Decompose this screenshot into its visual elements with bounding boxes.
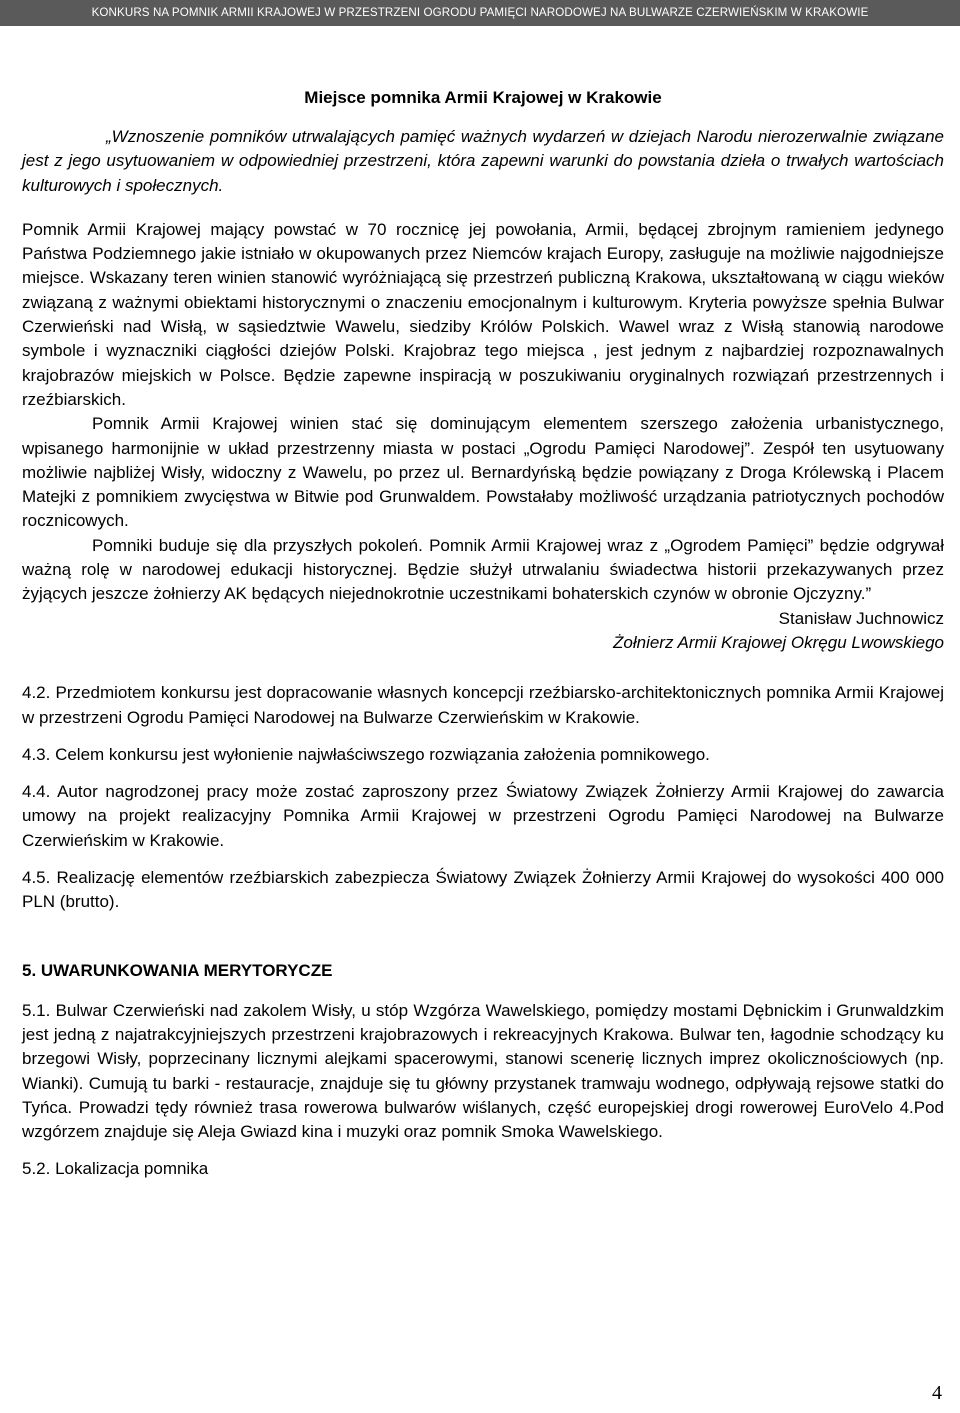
quote-author: Stanisław Juchnowicz <box>778 608 944 628</box>
page-title: Miejsce pomnika Armii Krajowej w Krakowie <box>304 88 662 107</box>
section-5-2: 5.2. Lokalizacja pomnika <box>22 1159 209 1179</box>
quote-block <box>22 125 944 655</box>
section-5-1: 5.1. Bulwar Czerwieński nad zakolem Wisły, u stóp Wzgórza Wawelskiego, pomiędzy mostami Dębnickim i Grunwaldzkim jest jedną z najatrakcyjniejszych przestrzeni krajobrazowych i rekreacyjnych Krakowa. Bulwar ten, łagodnie schodzący ku brzegowi Wisły, poprzecinany licznymi alejkami spacerowymi, stanowi scenerię licznych imprez okolicznościowych (np. Wianki). Cumują tu barki - restauracje, znajduje się tu główny przystanek tramwaju wodnego, odpływają rejsowe statki do Tyńca. Prowadzi tędy również trasa rowerowa bulwarów wiślanych, część europejskiej drogi rowerowej EuroVelo 4.Pod wzgórzem znajduje się Aleja Gwiazd kina i muzyki oraz pomnik Smoka Wawelskiego. <box>22 1000 944 1142</box>
page-number: 4 <box>932 1382 942 1404</box>
document-header <box>0 0 960 26</box>
quote-author-role: Żołnierz Armii Krajowej Okręgu Lwowskiego <box>613 632 944 652</box>
point-4-4: 4.4. Autor nagrodzonej pracy może zostać zaproszony przez Światowy Związek Żołnierzy Armii Krajowej do zawarcia umowy na projekt realizacyjny Pomnika Armii Krajowej w przestrzeni Ogrodu Pamięci Narodowej na Bulwarze Czerwieńskim w Krakowie. <box>22 782 944 850</box>
page-content <box>22 86 944 1182</box>
section-5-title: 5. UWARUNKOWANIA MERYTORYCZE <box>22 960 333 980</box>
quote-intro: „Wznoszenie pomników utrwalających pamięć ważnych wydarzeń w dziejach Narodu nierozerwalnie związane jest z jego usytuowaniem w odpowiedniej przestrzeni, która zapewni warunki do powstania dzieła o trwałych wartościach kulturowych i społecznych. <box>22 127 944 195</box>
quote-paragraph-2: Pomnik Armii Krajowej winien stać się dominującym elementem szerszego założenia urbanistycznego, wpisanego harmonijnie w układ przestrzenny miasta w postaci „Ogrodu Pamięci Narodowej”. Zespół ten usytuowany możliwie najbliżej Wisły, widoczny z Wawelu, po przez ul. Bernardyńską będzie powiązany z Droga Królewską i Placem Matejki z pomnikiem zwycięstwa w Bitwie pod Grunwaldem. Powstałaby możliwość urządzania patriotycznych pochodów rocznicowych. <box>22 414 944 531</box>
point-4-5: 4.5. Realizację elementów rzeźbiarskich zabezpiecza Światowy Związek Żołnierzy Armii Krajowej do wysokości 400 000 PLN (brutto). <box>22 868 944 912</box>
quote-paragraph-1: Pomnik Armii Krajowej mający powstać w 70 rocznicę jej powołania, Armii, będącej zbrojnym ramieniem jedynego Państwa Podziemnego jakie istniało w okupowanych przez Niemców krajach Europy, zasługuje na możliwie najgodniejsze miejsce. Wskazany teren winien stanowić wyróżniającą się przestrzeń publiczną Krakowa, ukształtowaną w ciągu wieków związaną z ważnymi obiektami historycznymi o znaczeniu emocjonalnym i kulturowym. Kryteria powyższe spełnia Bulwar Czerwieński nad Wisłą, w sąsiedztwie Wawelu, siedziby Królów Polskich. Wawel wraz z Wisłą stanowią narodowe symbole i wyznaczniki ciągłości dziejów Polski. Krajobraz tego miejsca , jest jednym z najbardziej rozpoznawalnych krajobrazów miejskich w Polsce. Będzie zapewne inspiracją w poszukiwaniu oryginalnych rozwiązań przestrzennych i rzeźbiarskich. <box>22 219 944 409</box>
header-text: KONKURS NA POMNIK ARMII KRAJOWEJ W PRZESTRZENI OGRODU PAMIĘCI NARODOWEJ NA BULWARZE CZERWIEŃSKIM W KRAKOWIE <box>91 6 869 19</box>
point-4-3: 4.3. Celem konkursu jest wyłonienie najwłaściwszego rozwiązania założenia pomnikowego. <box>22 744 710 764</box>
quote-paragraph-3: Pomniki buduje się dla przyszłych pokoleń. Pomnik Armii Krajowej wraz z „Ogrodem Pamięci” będzie odgrywał ważną rolę w narodowej edukacji historycznej. Będzie służył utrwalaniu świadectwa historii przekazywanych przez żyjących jeszcze żołnierzy AK będących niejednokrotnie uczestnikami bohaterskich czynów w obronie Ojczyzny.” <box>22 535 944 604</box>
point-4-2: 4.2. Przedmiotem konkursu jest dopracowanie własnych koncepcji rzeźbiarsko-architektonicznych pomnika Armii Krajowej w przestrzeni Ogrodu Pamięci Narodowej na Bulwarze Czerwieńskim w Krakowie. <box>22 683 944 727</box>
